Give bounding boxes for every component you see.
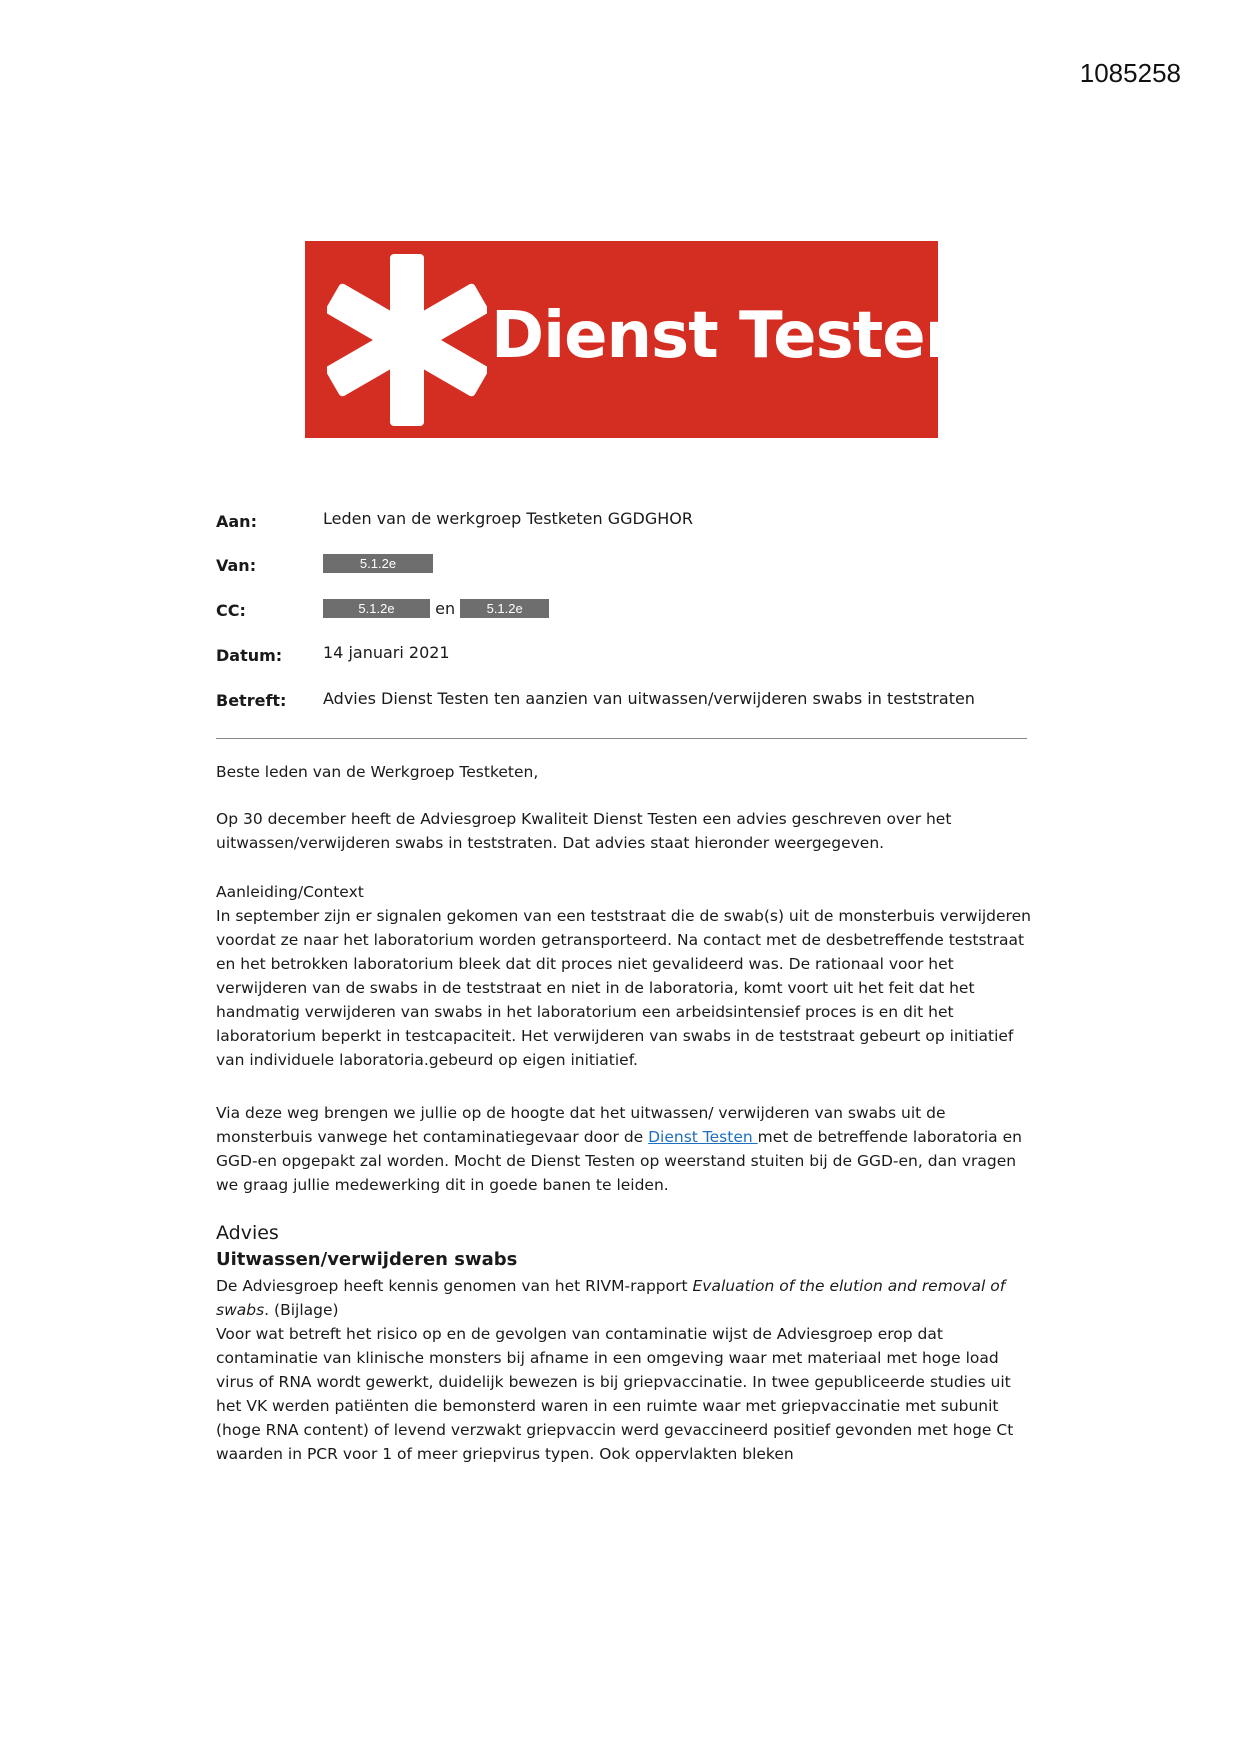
report-title: Evaluation of the elution and removal of swabs (216, 1277, 1006, 1319)
report-text-1: De Adviesgroep heeft kennis genomen van het RIVM-rapport (216, 1277, 693, 1295)
advies-heading: Advies (216, 1222, 279, 1244)
asterisk-logo-icon (327, 254, 487, 426)
from-value (323, 553, 433, 573)
risk-paragraph: Voor wat betreft het risico op en de gevolgen van contaminatie wijst de Adviesgroep erop dat contaminatie van klinische monsters bij afname in een omgeving waar met materiaal met hoge load virus of RNA wordt gewerkt, duidelijk bewezen is bij griepvaccinatie. In twee gepubliceerde studies uit het VK werden patiënten die bemonsterd waren in een ruimte waar met griepvaccinatie met subunit (hoge RNA content) of levend verzwakt griepvaccin werd gevaccineerd positief gevonden met hoge Ct waarden in PCR voor 1 of meer griepvirus typen. Ook oppervlakten bleken (216, 1325, 1014, 1463)
subject-label: Betreft: (216, 691, 287, 710)
document-id: 1085258 (1079, 58, 1181, 88)
dienst-testen-link[interactable]: Dienst Testen (648, 1128, 758, 1146)
to-value: Leden van de werkgroep Testketen GGDGHOR (323, 509, 693, 528)
context-section (216, 880, 1036, 1072)
context-heading: Aanleiding/Context (216, 883, 364, 901)
notice-paragraph (216, 1101, 1036, 1197)
report-text-2: . (Bijlage) (264, 1301, 339, 1319)
dienst-testen-logo (305, 241, 970, 438)
cc-value (323, 598, 549, 618)
notice-text-1: Via deze weg brengen we jullie op de hoogte dat het uitwassen/ verwijderen van swabs uit de monsterbuis vanwege het contaminatiegevaar door de (216, 1104, 946, 1146)
logo-text: Dienst Testen (491, 299, 970, 373)
header-divider (216, 738, 1027, 739)
subject-value: Advies Dienst Testen ten aanzien van uitwassen/verwijderen swabs in teststraten (323, 689, 975, 708)
notice-text-2: met de betreffende laboratoria en GGD-en opgepakt zal worden. Mocht de Dienst Testen op weerstand stuiten bij de GGD-en, dan vragen we graag jullie medewerking dit in goede banen te leiden. (216, 1128, 1022, 1194)
to-label: Aan: (216, 512, 257, 531)
advies-section (216, 1274, 1036, 1466)
from-label: Van: (216, 556, 257, 575)
report-paragraph (216, 1274, 1036, 1322)
context-paragraph: In september zijn er signalen gekomen van een teststraat die de swab(s) uit de monsterbuis verwijderen voordat ze naar het laboratorium worden getransporteerd. Na contact met de desbetreffende teststraat en het betrokken laboratorium bleek dat dit proces niet gevalideerd was. De rationaal voor het verwijderen van de swabs in de teststraat en niet in de laboratoria, komt voort uit het feit dat het handmatig verwijderen van swabs in het laboratorium een arbeidsintensief proces is en dit het laboratorium beperkt in testcapaciteit. Het verwijderen van swabs in de teststraat gebeurt op initiatief van individuele laboratoria.gebeurd op eigen initiatief. (216, 907, 1031, 1069)
redaction-mark: 5.1.2e (323, 554, 433, 573)
date-label: Datum: (216, 646, 283, 665)
intro-paragraph: Op 30 december heeft de Adviesgroep Kwaliteit Dienst Testen een advies geschreven over het uitwassen/verwijderen swabs in teststraten. Dat advies staat hieronder weergegeven. (216, 810, 952, 852)
date-value: 14 januari 2021 (323, 643, 450, 662)
cc-joiner: en (435, 599, 456, 618)
redaction-mark: 5.1.2e (460, 599, 549, 618)
greeting: Beste leden van de Werkgroep Testketen, (216, 763, 539, 781)
cc-label: CC: (216, 601, 246, 620)
swabs-heading: Uitwassen/verwijderen swabs (216, 1249, 518, 1270)
redaction-mark: 5.1.2e (323, 599, 430, 618)
